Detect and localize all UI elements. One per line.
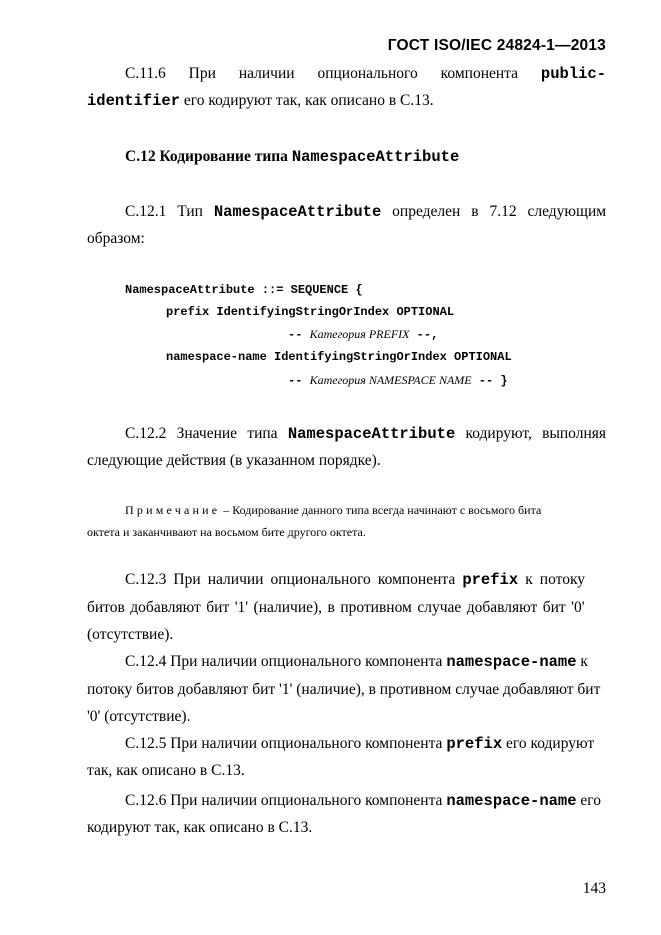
text: его кодируют (502, 735, 595, 752)
text: С.12.6 При наличии опционального компонента (125, 792, 447, 809)
word: 7.12 (489, 203, 517, 220)
comment-text: Категория NAMESPACE NAME (309, 373, 472, 387)
text: к потоку (518, 571, 586, 588)
code-comment-line (288, 327, 438, 342)
text: его кодируют так, как описано в С.13. (180, 92, 434, 109)
code-term: namespace-name (446, 653, 577, 671)
section-heading (125, 143, 459, 171)
word: кодируют, (465, 425, 532, 442)
word: в (471, 203, 479, 220)
c12-5-line1 (125, 730, 606, 758)
c12-3-line2: битов добавляют бит '1' (наличие), в противном случае добавляют бит '0' (87, 599, 585, 616)
code-term: public- (540, 65, 607, 83)
note-label: Примечание (125, 503, 221, 517)
c11-6-line1 (125, 60, 606, 88)
word: Значение (176, 425, 238, 442)
c12-2-line1 (125, 420, 606, 448)
code-line: namespace-name IdentifyingStringOrIndex OPTIONAL (166, 350, 512, 364)
c12-6-line2: кодируют так, как описано в С.13. (87, 819, 313, 836)
comment-dash: -- (288, 374, 310, 388)
text: к (576, 653, 588, 670)
comment-text: Категория PREFIX (309, 327, 410, 341)
c12-1-line1 (125, 198, 606, 226)
code-line: NamespaceAttribute ::= SEQUENCE { (125, 283, 363, 297)
note-line1 (125, 498, 607, 522)
code-term: identifier (87, 92, 181, 110)
heading-text: С.12 Кодирование типа (125, 148, 292, 165)
word: опционального (317, 65, 418, 82)
text: С.12.4 При наличии опционального компонента (125, 653, 447, 670)
c12-3-line3: (отсутствие). (87, 626, 174, 643)
code-comment-line (288, 373, 508, 388)
comment-dash: -- (288, 328, 310, 342)
word: Тип (177, 203, 203, 220)
c12-2-line2: следующие действия (в указанном порядке). (87, 452, 381, 469)
c12-3-line1 (125, 566, 606, 594)
note-line2: октета и заканчивают на восьмом бите другого октета. (87, 525, 366, 539)
c12-6-line1 (125, 787, 606, 815)
note-text: – Кодирование данного типа всегда начинают с восьмого бита (220, 503, 542, 517)
clause-number: С.12.2 (125, 425, 167, 442)
word: выполняя (542, 425, 607, 442)
text: С.12.3 При наличии опционального компонента (125, 571, 463, 588)
c12-1-line2: образом: (87, 230, 145, 247)
clause-number: С.12.1 (125, 203, 167, 220)
text: С.12.5 При наличии опционального компонента (125, 735, 447, 752)
code-line: prefix IdentifyingStringOrIndex OPTIONAL (166, 305, 455, 319)
code-term: NamespaceAttribute (287, 425, 456, 443)
word: компонента (440, 65, 519, 82)
c11-6-line2 (87, 87, 607, 115)
word: наличии (238, 65, 295, 82)
code-term: NamespaceAttribute (213, 203, 382, 221)
c12-4-line3: '0' (отсутствие). (87, 708, 191, 725)
code-term: namespace-name (446, 792, 577, 810)
word: При (188, 65, 216, 82)
code-term: prefix (446, 735, 503, 753)
comment-end: -- } (471, 374, 508, 388)
comment-end: --, (409, 328, 439, 342)
word: следующим (527, 203, 607, 220)
word: определен (392, 203, 461, 220)
c12-4-line1 (125, 648, 606, 676)
code-term: NamespaceAttribute (291, 148, 460, 166)
text: его (576, 792, 602, 809)
code-term: prefix (462, 571, 519, 589)
clause-number: C.11.6 (125, 65, 166, 82)
document-header: ГОСТ ISO/IEC 24824-1—2013 (387, 37, 606, 54)
word: типа (247, 425, 278, 442)
c12-5-line2: так, как описано в С.13. (87, 762, 245, 779)
c12-4-line2: потоку битов добавляют бит '1' (наличие), в противном случае добавляют бит (87, 681, 601, 698)
page-number: 143 (582, 880, 606, 897)
